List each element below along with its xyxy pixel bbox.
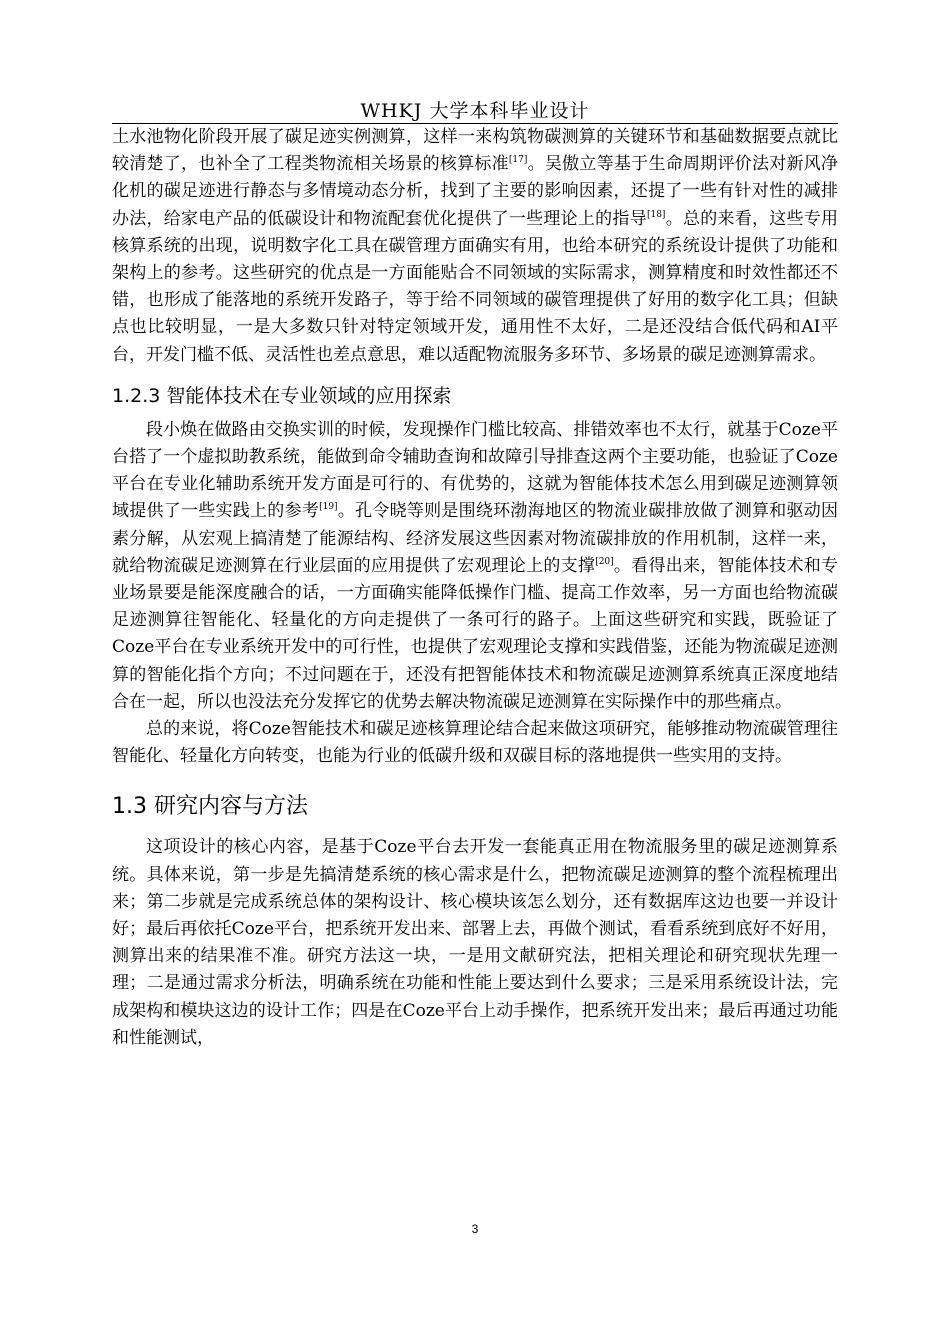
section-heading-1-2-3: 1.2.3 智能体技术在专业领域的应用探索 (112, 384, 452, 407)
body-paragraph: 这项设计的核心内容，是基于Coze平台去开发一套能真正用在物流服务里的碳足迹测算系统。具体来说，第一步是先搞清楚系统的核心需求是什么，把物流碳足迹测算的整个流程梳理出来；第二步就是完成系统总体的架构设计、核心模块该怎么划分，还有数据库这边也要一并设计好；最后再依托Coze平台，把系统开发出来、部署上去，再做个测试，看看系统到底好不好用，测算出来的结果准不准。研究方法这一块，一是用文献研究法，把相关理论和研究现状先理一理；二是通过需求分析法，明确系统在功能和性能上要达到什么要求；三是采用系统设计法，完成架构和模块这边的设计工作；四是在Coze平台上动手操作，把系统开发出来；最后再通过功能和性能测试， (112, 837, 838, 1048)
body-paragraph: 总的来说，将Coze智能技术和碳足迹核算理论结合起来做这项研究，能够推动物流碳管理往智能化、轻量化方向转变，也能为行业的低碳升级和双碳目标的落地提供一些实用的支持。 (112, 719, 838, 767)
page-number: 3 (471, 1222, 479, 1236)
page-header-title: WHKJ 大学本科毕业设计 (360, 100, 590, 122)
citation-ref[interactable]: [20] (595, 556, 614, 567)
document-body (112, 124, 838, 1052)
citation-ref[interactable]: [18] (646, 209, 666, 220)
body-paragraph: 段小焕在做路由交换实训的时候，发现操作门槛比较高、排错效率也不太行，就基于Coze平台搭了一个虚拟助教系统，能做到命令辅助查询和故障引导排查这两个主要功能，也验证了Coze平台在专业化辅助系统开发方面是可行的、有优势的，这就为智能体技术怎么用到碳足迹测算领域提供了一些实践上的参考[19]。孔令晓等则是围绕环渤海地区的物流业碳排放做了测算和驱动因素分解，从宏观上搞清楚了能源结构、经济发展这些因素对物流碳排放的作用机制，这样一来，就给物流碳足迹测算在行业层面的应用提供了宏观理论上的支撑[20]。看得出来，智能体技术和专业场景要是能深度融合的话，一方面确实能降低操作门槛、提高工作效率，另一方面也给物流碳足迹测算往智能化、轻量化的方向走提供了一条可行的路子。上面这些研究和实践，既验证了Coze平台在专业系统开发中的可行性，也提供了宏观理论支撑和实践借鉴，还能为物流碳足迹测算的智能化指个方向；不过问题在于，还没有把智能体技术和物流碳足迹测算系统真正深度地结合在一起，所以也没法充分发挥它的优势去解决物流碳足迹测算在实际操作中的那些痛点。 (112, 419, 839, 712)
citation-ref[interactable]: [19] (319, 502, 338, 513)
citation-ref[interactable]: [17] (508, 155, 528, 166)
body-paragraph: 土水池物化阶段开展了碳足迹实例测算，这样一来构筑物碳测算的关键环节和基础数据要点就比较清楚了，也补全了工程类物流相关场景的核算标准[17]。吴傲立等基于生命周期评价法对新风净化机的碳足迹进行静态与多情境动态分析，找到了主要的影响因素，还提了一些有针对性的减排办法，给家电产品的低碳设计和物流配套优化提供了一些理论上的指导[18]。总的来看，这些专用核算系统的出现，说明数字化工具在碳管理方面确实有用，也给本研究的系统设计提供了功能和架构上的参考。这些研究的优点是一方面能贴合不同领域的实际需求，测算精度和时效性都还不错，也形成了能落地的系统开发路子，等于给不同领域的碳管理提供了好用的数字化工具；但缺点也比较明显，一是大多数只针对特定领域开发，通用性不太好，二是还没结合低代码和AI平台，开发门槛不低、灵活性也差点意思，难以适配物流服务多环节、多场景的碳足迹测算需求。 (112, 127, 839, 365)
section-heading-1-3: 1.3 研究内容与方法 (112, 794, 308, 820)
